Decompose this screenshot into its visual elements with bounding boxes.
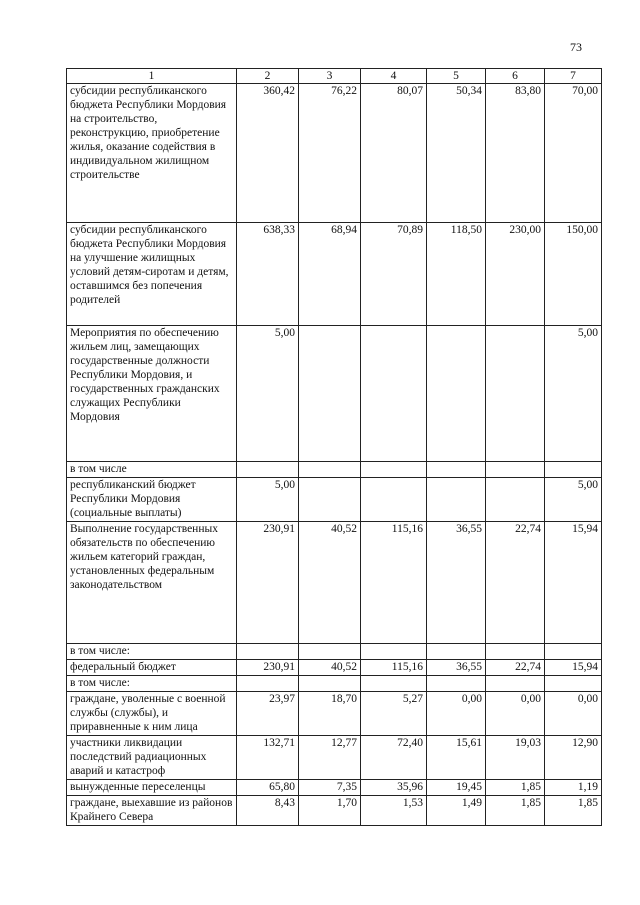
table-row [67,692,602,736]
table-cell [361,644,427,660]
table-cell: 70,89 [361,223,427,326]
table-cell [299,478,361,522]
table-cell: 35,96 [361,780,427,796]
table-cell: 0,00 [486,692,545,736]
table-cell: 68,94 [299,223,361,326]
table-cell [486,644,545,660]
table-cell: 36,55 [427,522,486,644]
row-label: участники ликвидации последствий радиационных аварий и катастроф [67,736,237,780]
table-cell: 115,16 [361,522,427,644]
row-label: республиканский бюджет Республики Мордовия (социальные выплаты) [67,478,237,522]
table-cell: 1,49 [427,796,486,826]
table-cell [427,326,486,462]
table-cell [486,478,545,522]
row-label: в том числе: [67,676,237,692]
table-row [67,223,602,326]
column-header: 7 [545,69,602,84]
table-cell [299,462,361,478]
table-cell [427,478,486,522]
table-cell [486,676,545,692]
table-row [67,796,602,826]
header-row [67,69,602,84]
table-cell: 40,52 [299,522,361,644]
table-cell [299,676,361,692]
table-cell [299,644,361,660]
page-number: 73 [570,40,582,54]
table-cell: 15,94 [545,660,602,676]
table-cell [545,676,602,692]
table-cell: 15,94 [545,522,602,644]
table-cell: 70,00 [545,84,602,223]
table-row [67,660,602,676]
row-label: в том числе: [67,644,237,660]
table-cell [361,326,427,462]
table-cell [486,462,545,478]
table-cell: 5,00 [545,326,602,462]
table-row [67,522,602,644]
table-cell [299,326,361,462]
table-cell: 22,74 [486,522,545,644]
table-cell [427,644,486,660]
table-cell: 5,27 [361,692,427,736]
table-cell [427,676,486,692]
table-cell: 230,91 [237,522,299,644]
table-cell [361,478,427,522]
row-label: в том числе [67,462,237,478]
table-cell [427,462,486,478]
table-cell: 19,45 [427,780,486,796]
table-cell: 76,22 [299,84,361,223]
table-cell: 5,00 [237,326,299,462]
table-row [67,84,602,223]
table-cell: 83,80 [486,84,545,223]
table-cell: 638,33 [237,223,299,326]
table-cell: 1,85 [486,796,545,826]
table-cell: 5,00 [237,478,299,522]
table-cell: 0,00 [545,692,602,736]
table-cell: 230,00 [486,223,545,326]
table-cell: 115,16 [361,660,427,676]
table-cell: 23,97 [237,692,299,736]
table-cell: 65,80 [237,780,299,796]
table-row [67,462,602,478]
table-row [67,780,602,796]
row-label: федеральный бюджет [67,660,237,676]
column-header: 6 [486,69,545,84]
table-cell [237,462,299,478]
row-label: субсидии республиканского бюджета Республики Мордовия на строительство, реконструкцию, приобретение жилья, оказание содействия в индивидуальном жилищном строительстве [67,84,237,223]
table-cell: 1,53 [361,796,427,826]
column-header: 3 [299,69,361,84]
row-label: граждане, выехавшие из районов Крайнего Севера [67,796,237,826]
table-row [67,676,602,692]
table-cell: 118,50 [427,223,486,326]
row-label: субсидии республиканского бюджета Республики Мордовия на улучшение жилищных условий детям-сиротам и детям, оставшимся без попечения родителей [67,223,237,326]
table-cell [545,644,602,660]
table-cell: 1,85 [545,796,602,826]
table-cell: 1,19 [545,780,602,796]
table-cell [237,676,299,692]
table-row [67,644,602,660]
table-cell: 5,00 [545,478,602,522]
table-cell: 19,03 [486,736,545,780]
table-cell: 12,90 [545,736,602,780]
column-header: 1 [67,69,237,84]
table-cell: 15,61 [427,736,486,780]
row-label: вынужденные переселенцы [67,780,237,796]
table-cell [545,462,602,478]
table-cell: 50,34 [427,84,486,223]
table-cell: 22,74 [486,660,545,676]
table-cell: 12,77 [299,736,361,780]
table-cell [361,676,427,692]
table-cell: 230,91 [237,660,299,676]
table-cell: 36,55 [427,660,486,676]
table-cell: 7,35 [299,780,361,796]
column-header: 4 [361,69,427,84]
table-cell: 18,70 [299,692,361,736]
budget-table [66,68,602,826]
table-cell: 40,52 [299,660,361,676]
table-cell [486,326,545,462]
table-cell: 0,00 [427,692,486,736]
column-header: 5 [427,69,486,84]
row-label: Мероприятия по обеспечению жильем лиц, замещающих государственные должности Республики Мордовия, и государственных гражданских служащих Республики Мордовия [67,326,237,462]
table-cell: 1,85 [486,780,545,796]
table-cell: 1,70 [299,796,361,826]
table-row [67,326,602,462]
table-cell [237,644,299,660]
table-cell: 8,43 [237,796,299,826]
row-label: Выполнение государственных обязательств по обеспечению жильем категорий граждан, установленных федеральным законодательством [67,522,237,644]
column-header: 2 [237,69,299,84]
table-cell: 360,42 [237,84,299,223]
table-cell [361,462,427,478]
table-cell: 80,07 [361,84,427,223]
table-row [67,736,602,780]
table-cell: 150,00 [545,223,602,326]
table-cell: 72,40 [361,736,427,780]
row-label: граждане, уволенные с военной службы (службы), и приравненные к ним лица [67,692,237,736]
table-row [67,478,602,522]
table-cell: 132,71 [237,736,299,780]
